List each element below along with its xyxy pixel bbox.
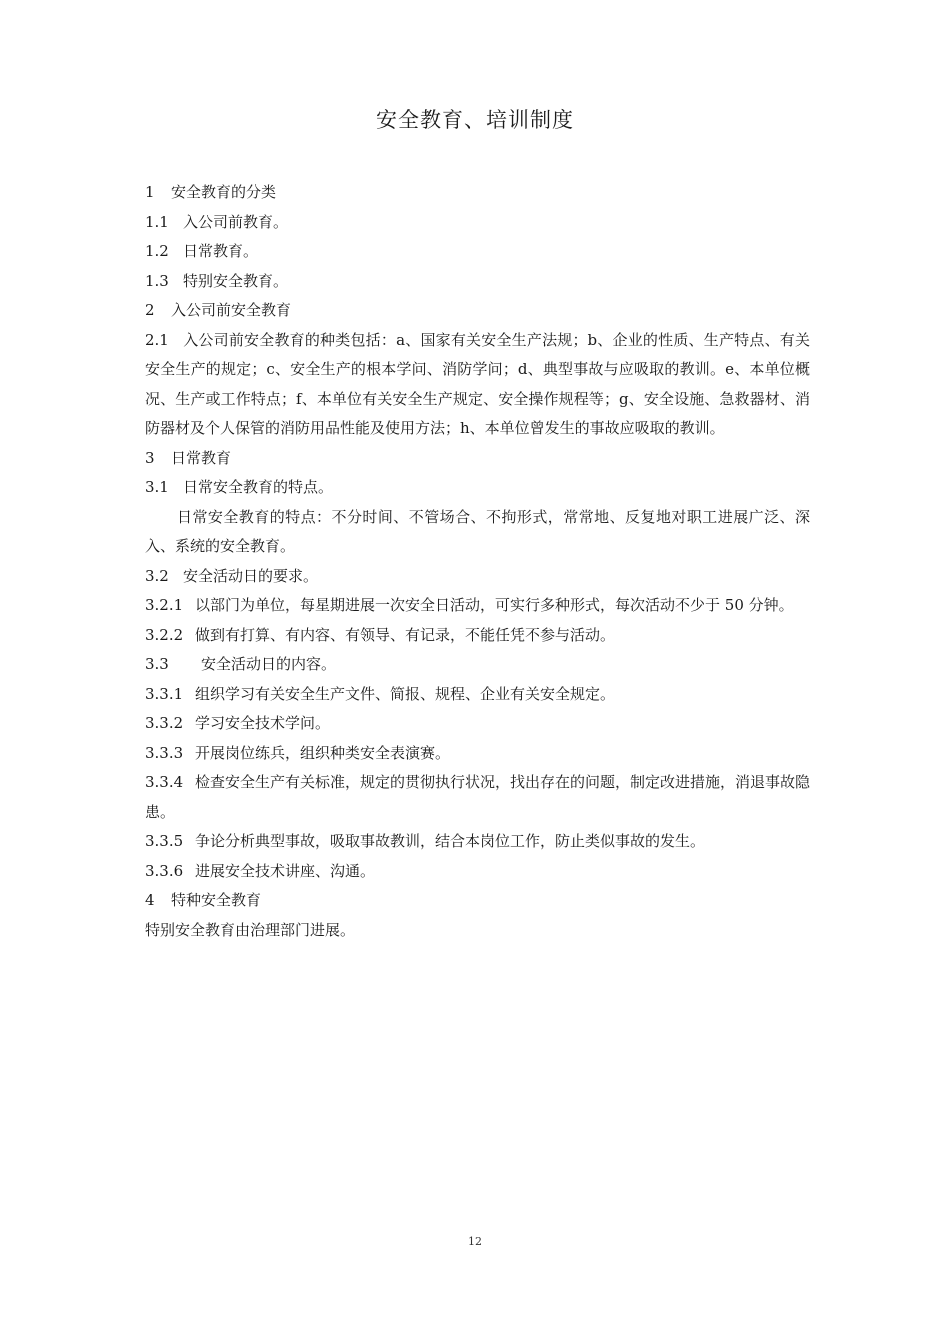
item-number: 3.3 <box>145 655 169 673</box>
list-item <box>145 267 810 297</box>
item-text: 安全活动日的要求。 <box>183 566 319 585</box>
item-number: 3.2.1 <box>145 596 184 614</box>
item-number: 1.2 <box>145 242 169 260</box>
list-item <box>145 827 810 857</box>
item-text: 学习安全技术学问。 <box>195 714 331 732</box>
item-text: 安全活动日的内容。 <box>201 655 337 673</box>
paragraph-text: 特别安全教育由治理部门进展。 <box>145 920 356 939</box>
item-number: 3.2.2 <box>145 625 184 644</box>
page-number: 12 <box>468 1235 482 1248</box>
item-number: 3.1 <box>145 478 169 496</box>
section-heading <box>145 444 810 474</box>
item-number: 3.3.2 <box>145 714 184 732</box>
section-number: 4 <box>145 891 155 909</box>
item-text: 特别安全教育。 <box>183 271 289 290</box>
section-text: 特种安全教育 <box>171 891 262 909</box>
list-item <box>145 709 810 739</box>
item-number: 3.3.5 <box>145 832 184 850</box>
item-text: 进展安全技术讲座、沟通。 <box>195 861 376 880</box>
section-heading <box>145 178 810 208</box>
list-item <box>145 591 810 621</box>
item-text: 以部门为单位，每星期进展一次安全日活动，可实行多种形式，每次活动不少于 50 分钟。 <box>195 596 794 614</box>
section-heading <box>145 886 810 916</box>
section-text: 安全教育的分类 <box>171 183 277 201</box>
item-number: 3.3.6 <box>145 861 184 880</box>
item-text: 开展岗位练兵，组织种类安全表演赛。 <box>195 743 451 762</box>
section-number: 2 <box>145 301 155 319</box>
section-text: 入公司前安全教育 <box>171 301 292 319</box>
item-text: 入公司前教育。 <box>183 212 289 231</box>
list-item <box>145 857 810 887</box>
list-item <box>145 650 810 680</box>
item-number: 1.1 <box>145 212 169 231</box>
list-item <box>145 621 810 651</box>
document-title: 安全教育、培训制度 <box>376 108 574 132</box>
item-text: 入公司前安全教育的种类包括：a、国家有关安全生产法规；b、企业的性质、生产特点、有关安全生产的规定；c、安全生产的根本学问、消防学问；d、典型事故与应吸取的教训。e、本单位概况、生产或工作特点；f、本单位有关安全生产规定、安全操作规程等；g、安全设施、急救器材、消防器材及个人保管的消防用品性能及使用方法；h、本单位曾发生的事故应吸取的教训。 <box>145 330 810 437</box>
item-text: 日常安全教育的特点。 <box>183 478 334 496</box>
list-item <box>145 208 810 238</box>
list-item <box>145 326 810 444</box>
item-text: 组织学习有关安全生产文件、简报、规程、企业有关安全规定。 <box>195 684 616 703</box>
section-heading <box>145 296 810 326</box>
item-text: 检查安全生产有关标准，规定的贯彻执行状况，找出存在的问题，制定改进措施，消退事故隐患。 <box>145 773 811 821</box>
list-item <box>145 768 810 827</box>
item-text: 争论分析典型事故，吸取事故教训，结合本岗位工作，防止类似事故的发生。 <box>195 832 706 850</box>
list-item <box>145 473 810 503</box>
document-body <box>145 178 810 945</box>
section-text: 日常教育 <box>171 448 232 467</box>
list-item <box>145 562 810 592</box>
item-text: 日常教育。 <box>183 242 259 260</box>
paragraph-text: 日常安全教育的特点：不分时间、不管场合、不拘形式，常常地、反复地对职工进展广泛、深入、系统的安全教育。 <box>145 507 810 555</box>
list-item <box>145 680 810 710</box>
item-number: 3.3.1 <box>145 684 184 703</box>
item-number: 3.3.3 <box>145 743 184 762</box>
section-number: 1 <box>145 183 155 201</box>
list-item <box>145 739 810 769</box>
item-number: 3.2 <box>145 566 169 585</box>
paragraph <box>145 916 810 946</box>
item-number: 2.1 <box>145 330 169 349</box>
section-number: 3 <box>145 448 155 467</box>
item-number: 1.3 <box>145 271 169 290</box>
item-number: 3.3.4 <box>145 773 184 791</box>
paragraph <box>145 503 810 562</box>
item-text: 做到有打算、有内容、有领导、有记录，不能任凭不参与活动。 <box>195 625 616 644</box>
list-item <box>145 237 810 267</box>
